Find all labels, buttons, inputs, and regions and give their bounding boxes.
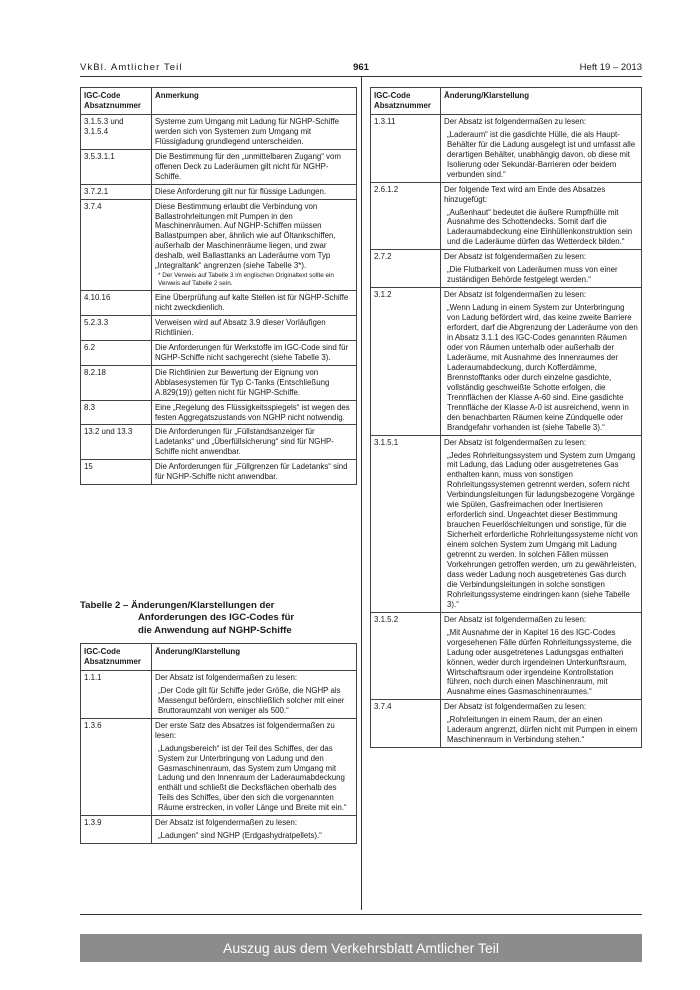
left-column <box>80 87 357 485</box>
row-intro: Der Absatz ist folgendermaßen zu lesen: <box>444 290 587 300</box>
table-row <box>371 435 642 612</box>
row-intro: Der Absatz ist folgendermaßen zu lesen: <box>444 252 587 262</box>
changes-table-continued <box>370 87 642 748</box>
caption-line: die Anwendung auf NGHP-Schiffe <box>138 624 292 636</box>
table-row <box>81 425 357 460</box>
table-row <box>371 114 642 182</box>
row-code: 1.3.6 <box>81 718 152 816</box>
row-code: 1.1.1 <box>81 670 152 718</box>
row-text: Die Anforderungen für „Füllstandsanzeiger für Ladetanks“ und „Überfüllsicherung“ sind für NGHP-Schiffe nicht anwendbar. <box>152 425 357 460</box>
table-row <box>81 184 357 199</box>
table-header-row <box>81 88 357 115</box>
row-code: 8.2.18 <box>81 365 152 400</box>
row-cell <box>152 199 357 290</box>
journal-title: VkBl. Amtlicher Teil <box>80 62 183 73</box>
row-quote: „Mit Ausnahme der in Kapitel 16 des IGC-Codes vorgesehenen Fälle dürfen Rohrleitungssysteme, die Ladung oder ausgetretenes Ladungsgas enthalten können, weder durch irgendeinen Unterkunftsraum, Wirtschaftsraum oder irgendeine Kontrollstation führen, noch durch einen Maschinenraum, mit Ausnahme eines Gasmaschinenraumes.“ <box>447 627 632 697</box>
row-intro: Der Absatz ist folgendermaßen zu lesen: <box>444 116 587 126</box>
row-cell <box>441 288 642 435</box>
table-row <box>81 315 357 340</box>
row-text: Die Bestimmung für den „unmittelbaren Zugang“ vom offenen Deck zu Laderäumen gilt nicht für NGHP-Schiffe. <box>152 149 357 184</box>
changes-table <box>80 643 357 844</box>
row-text: Die Richtlinien zur Bewertung der Eignung von Abblasesystemen für Typ C-Tanks (Entschließung A.829(19)) gelten nicht für NGHP-Schiffe. <box>152 365 357 400</box>
row-intro: Der Absatz ist folgendermaßen zu lesen: <box>155 672 298 682</box>
footer-rule <box>80 914 642 915</box>
issue-label: Heft 19 – 2013 <box>579 62 642 73</box>
row-text: Systeme zum Umgang mit Ladung für NGHP-Schiffe werden sich von Systemen zum Umgang mit Flüssigladung grundlegend unterscheiden. <box>152 114 357 149</box>
row-code: 1.3.9 <box>81 816 152 844</box>
column-header-code: IGC-Code Absatznummer <box>371 88 441 115</box>
table-row <box>371 700 642 748</box>
table-row <box>81 816 357 844</box>
row-cell <box>441 435 642 612</box>
row-code: 1.3.11 <box>371 114 441 182</box>
row-cell <box>441 700 642 748</box>
page-header <box>80 62 642 76</box>
row-code: 2.7.2 <box>371 250 441 288</box>
remarks-table <box>80 87 357 485</box>
row-code: 3.5.3.1.1 <box>81 149 152 184</box>
row-intro: Der erste Satz des Absatzes ist folgendermaßen zu lesen: <box>155 720 335 740</box>
row-intro: Der folgende Text wird am Ende des Absatzes hinzugefügt: <box>444 184 606 204</box>
row-cell <box>441 250 642 288</box>
row-quote: „Ladungen“ sind NGHP (Erdgashydratpellets).“ <box>158 831 322 841</box>
row-cell <box>152 718 357 816</box>
row-cell <box>152 670 357 718</box>
row-cell <box>152 816 357 844</box>
table-row <box>371 288 642 435</box>
column-header-change: Änderung/Klarstellung <box>441 88 642 115</box>
table-row <box>81 114 357 149</box>
row-code: 6.2 <box>81 340 152 365</box>
row-code: 13.2 und 13.3 <box>81 425 152 460</box>
row-code: 15 <box>81 460 152 485</box>
row-quote: „Der Code gilt für Schiffe jeder Größe, die NGHP als Massengut befördern, einschließlich solcher mit einer Bruttoraumzahl von weniger als 500.“ <box>158 685 345 715</box>
row-quote: „Die Flutbarkeit von Laderäumen muss von einer zuständigen Behörde festgelegt werden.“ <box>447 265 618 285</box>
column-header-change: Änderung/Klarstellung <box>152 644 357 671</box>
footnote: * Der Verweis auf Tabelle 3 im englischen Originaltext sollte ein Verweis auf Tabelle 2 sein. <box>158 272 334 288</box>
row-text: Diese Anforderung gilt nur für flüssige Ladungen. <box>152 184 357 199</box>
table-row <box>81 460 357 485</box>
column-header-code: IGC-Code Absatznummer <box>81 644 152 671</box>
row-code: 5.2.3.3 <box>81 315 152 340</box>
row-text: Die Anforderungen für „Füllgrenzen für Ladetanks“ sind für NGHP-Schiffe nicht anwendbar. <box>152 460 357 485</box>
caption-line: Tabelle 2 – Änderungen/Klarstellungen der <box>80 600 275 611</box>
table-caption <box>80 600 357 637</box>
column-divider <box>361 76 362 910</box>
row-intro: Der Absatz ist folgendermaßen zu lesen: <box>444 614 587 624</box>
column-header-remark: Anmerkung <box>152 88 357 115</box>
row-text: Verweisen wird auf Absatz 3.9 dieser Vorläufigen Richtlinien. <box>152 315 357 340</box>
row-code: 3.1.5.2 <box>371 612 441 700</box>
table-row <box>81 199 357 290</box>
table-row <box>371 182 642 250</box>
footer-banner: Auszug aus dem Verkehrsblatt Amtlicher Teil <box>80 934 642 962</box>
table-row <box>371 250 642 288</box>
row-text: Eine „Regelung des Flüssigkeitsspiegels“ ist wegen des festen Aggregatszustands von NGHP nicht notwendig. <box>152 400 357 425</box>
row-quote: „Wenn Ladung in einem System zur Unterbringung von Ladung befördert wird, das keine zweite Barriere erfordert, darf die Abgrenzung der Laderäume von den in Absatz 3.1.1 des IGC-Codes genannten Räumen oder von Räumen unterhalb oder außerhalb der Laderäume, mit Ausnahme des Innenraumes der Laderaumabdeckung, durch Kofferdämme, Brennstofftanks oder durch einzelne gasdichte, vollständig geschweißte Schotte erfolgen, die Trennflächen der Klasse A-60 sind. Eine gasdichte Trennfläche der Klasse A-0 ist ausreichend, wenn in den benachbarten Räumen keine Zündquelle oder Brandgefahr vorhanden ist (siehe Tabelle 3).“ <box>447 303 638 432</box>
row-code: 3.1.5.3 und 3.1.5.4 <box>81 114 152 149</box>
row-code: 3.1.5.1 <box>371 435 441 612</box>
row-cell <box>441 182 642 250</box>
row-quote: „Außenhaut“ bedeutet die äußere Rumpfhülle mit Ausnahme des Schottendecks. Somit darf die Laderaumabdeckung eine Einhüllenkonstruktion sein und die Laderäume dürfen das Wetterdeck bilden.“ <box>447 207 633 247</box>
row-text: Die Anforderungen für Werkstoffe im IGC-Code sind für NGHP-Schiffe nicht sachgerecht (siehe Tabelle 3). <box>152 340 357 365</box>
changes-table-left <box>80 643 357 844</box>
row-quote: „Ladungsbereich“ ist der Teil des Schiffes, der das System zur Unterbringung von Ladung und den Gasmaschinenraum, das System zum Umgang mit Ladung und den Innenraum der Laderaumabdeckung enthält und schließt die Decksflächen oberhalb des Teils des Schiffes, über den sich die vorgenannten Räume erstrecken, in voller Länge und Breite mit ein.“ <box>158 743 347 813</box>
row-intro: Der Absatz ist folgendermaßen zu lesen: <box>155 818 298 828</box>
row-intro: Der Absatz ist folgendermaßen zu lesen: <box>444 702 587 712</box>
row-text: Diese Bestimmung erlaubt die Verbindung von Ballastrohrleitungen mit Pumpen in den Maschinenräumen. Auf NGHP-Schiffen müssen Ballastpumpen aber, ähnlich wie auf Öltankschiffen, außerhalb der Maschinenräume liegen, und zwar deshalb, weil Ballasttanks an Laderäume vom Typ „Integraltank“ angrenzen (siehe Tabelle 3*). <box>155 201 336 271</box>
table-row <box>81 290 357 315</box>
table-row <box>81 149 357 184</box>
row-code: 8.3 <box>81 400 152 425</box>
row-text: Eine Überprüfung auf kalte Stellen ist für NGHP-Schiffe nicht zweckdienlich. <box>152 290 357 315</box>
right-column <box>370 87 642 748</box>
table-row <box>81 718 357 816</box>
table-header-row <box>81 644 357 671</box>
row-quote: „Jedes Rohrleitungssystem und System zum Umgang mit Ladung, das Ladung oder ausgetretenes Gas enthalten kann, muss von sonstigen Rohrleitungssystemen getrennt werden, sofern nicht Verbindungsleitungen für ladungsbezogene Vorgänge wie Spülen, Gasfreimachen oder Inertisieren erforderlich sind. Ungeachtet dieser Bestimmung brauchen Feuerlöschleitungen und sonstige, für die Sicherheit erforderliche Rohrleitungssysteme nicht von einem solchen System zum Umgang mit Ladung getrennt zu werden. In solchen Fällen müssen Vorkehrungen getroffen werden, um zu gewährleisten, dass weder Ladung noch ausgetretenes Gas durch die Verbindungsleitungen in solche sonstigen Rohrleitungssysteme eindringen kann (siehe Tabelle 3).“ <box>447 450 638 609</box>
row-code: 2.6.1.2 <box>371 182 441 250</box>
row-intro: Der Absatz ist folgendermaßen zu lesen: <box>444 437 587 447</box>
caption-line: Anforderungen des IGC-Codes für <box>138 612 295 624</box>
table-row <box>81 670 357 718</box>
table-row <box>81 340 357 365</box>
table-header-row <box>371 88 642 115</box>
row-code: 3.7.2.1 <box>81 184 152 199</box>
page-number: 961 <box>353 62 369 73</box>
row-cell <box>441 612 642 700</box>
column-header-code: IGC-Code Absatznummer <box>81 88 152 115</box>
row-quote: „Laderaum“ ist die gasdichte Hülle, die als Haupt-Behälter für die Ladung ausgelegt ist und umfasst alle derartigen Behälter, unabhängig davon, ob diese mit Isolierung oder Sekundär-Barrieren oder beidem verbunden sind.“ <box>447 129 636 179</box>
row-quote: „Rohrleitungen in einem Raum, der an einen Laderaum angrenzt, dürfen nicht mit Pumpen in einem Maschinenraum in Verbindung stehen.“ <box>447 715 638 745</box>
table-row <box>81 365 357 400</box>
row-code: 3.1.2 <box>371 288 441 435</box>
row-code: 3.7.4 <box>81 199 152 290</box>
table-row <box>371 612 642 700</box>
table-row <box>81 400 357 425</box>
row-code: 4.10.16 <box>81 290 152 315</box>
row-cell <box>441 114 642 182</box>
row-code: 3.7.4 <box>371 700 441 748</box>
